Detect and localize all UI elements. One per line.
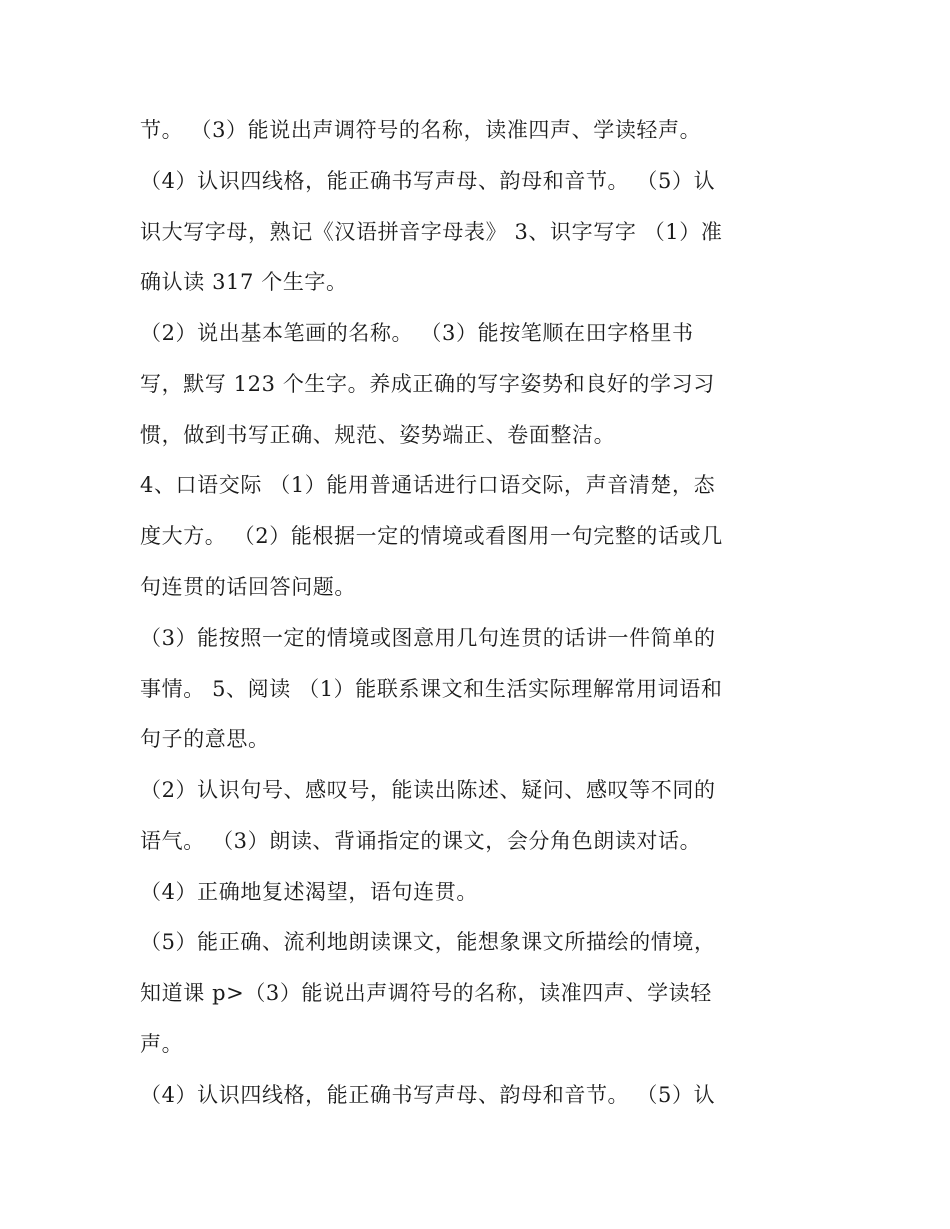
text-line-20: （4）认识四线格，能正确书写声母、韵母和音节。 （5）认 (140, 1083, 716, 1107)
text-line-13: 句子的意思。 (140, 727, 270, 751)
text-line-1: 节。 （3）能说出声调符号的名称，读准四声、学读轻声。 (140, 118, 702, 142)
text-line-11: （3）能按照一定的情境或图意用几句连贯的话讲一件简单的 (140, 626, 716, 650)
text-line-7: 惯，做到书写正确、规范、姿势端正、卷面整洁。 (140, 423, 616, 447)
text-line-8: 4、口语交际 （1）能用普通话进行口语交际，声音清楚，态 (140, 473, 716, 497)
text-line-14: （2）认识句号、感叹号，能读出陈述、疑问、感叹等不同的 (140, 778, 716, 802)
text-line-15: 语气。 （3）朗读、背诵指定的课文，会分角色朗读对话。 (140, 829, 702, 853)
text-line-18: 知道课 p>（3）能说出声调符号的名称，读准四声、学读轻 (140, 981, 712, 1005)
text-line-12: 事情。 5、阅读 （1）能联系课文和生活实际理解常用词语和 (140, 677, 723, 701)
text-line-5: （2）说出基本笔画的名称。 （3）能按笔顺在田字格里书 (140, 321, 694, 345)
text-line-19: 声。 (140, 1032, 184, 1056)
text-line-16: （4）正确地复述渴望，语句连贯。 (140, 880, 478, 904)
text-line-17: （5）能正确、流利地朗读课文，能想象课文所描绘的情境， (140, 930, 716, 954)
text-line-4: 确认读 317 个生字。 (140, 270, 348, 294)
text-line-2: （4）认识四线格，能正确书写声母、韵母和音节。 （5）认 (140, 169, 716, 193)
text-line-9: 度大方。 （2）能根据一定的情境或看图用一句完整的话或几 (140, 524, 723, 548)
text-line-3: 识大写字母，熟记《汉语拼音字母表》 3、识字写字 （1）准 (140, 220, 723, 244)
text-line-10: 句连贯的话回答问题。 (140, 575, 356, 599)
text-line-6: 写，默写 123 个生字。养成正确的写字姿势和良好的学习习 (140, 372, 715, 396)
